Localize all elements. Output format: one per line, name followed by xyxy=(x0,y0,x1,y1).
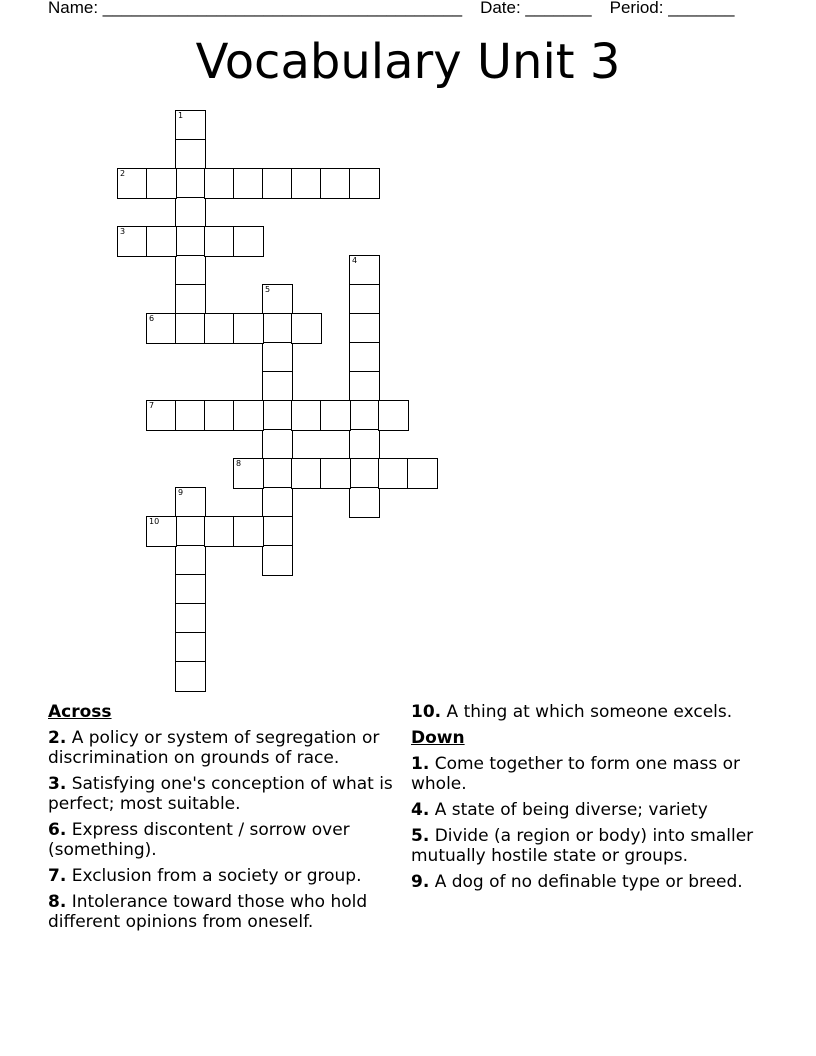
clue-text: Express discontent / sorrow over (something). xyxy=(48,820,350,860)
cell-clue-number: 7 xyxy=(149,401,155,410)
crossword-cell[interactable] xyxy=(175,574,206,605)
cell-clue-number: 2 xyxy=(120,169,126,178)
crossword-cell[interactable] xyxy=(262,313,293,344)
clue-number: 8. xyxy=(48,892,67,912)
cell-clue-number: 5 xyxy=(265,285,271,294)
crossword-cell[interactable] xyxy=(291,313,322,344)
date-field-label[interactable]: Date: _______ xyxy=(480,0,592,17)
crossword-cell[interactable] xyxy=(349,487,380,518)
crossword-cell[interactable] xyxy=(291,400,322,431)
crossword-cell[interactable] xyxy=(349,284,380,315)
crossword-cell[interactable] xyxy=(175,139,206,170)
crossword-cell[interactable] xyxy=(175,400,206,431)
clue-number: 10. xyxy=(411,702,442,722)
crossword-cell[interactable] xyxy=(233,516,264,547)
crossword-cell[interactable] xyxy=(378,400,409,431)
crossword-cell[interactable] xyxy=(233,313,264,344)
clue-number: 7. xyxy=(48,866,67,886)
crossword-cell[interactable] xyxy=(233,458,264,489)
clue-number: 6. xyxy=(48,820,67,840)
crossword-cell[interactable] xyxy=(204,226,235,257)
clue-number: 5. xyxy=(411,826,430,846)
crossword-cell[interactable] xyxy=(262,516,293,547)
crossword-cell[interactable] xyxy=(349,168,380,199)
crossword-cell[interactable] xyxy=(146,168,177,199)
crossword-cell[interactable] xyxy=(349,400,380,431)
crossword-cell[interactable] xyxy=(175,603,206,634)
crossword-cell[interactable] xyxy=(233,168,264,199)
down-clue-1 xyxy=(411,754,771,794)
crossword-cell[interactable] xyxy=(175,661,206,692)
clue-text: Intolerance toward those who hold different opinions from oneself. xyxy=(48,892,368,932)
crossword-cell[interactable] xyxy=(349,313,380,344)
crossword-cell[interactable] xyxy=(175,284,206,315)
across-clue-8 xyxy=(48,892,398,932)
crossword-cell[interactable] xyxy=(233,226,264,257)
crossword-cell[interactable] xyxy=(204,313,235,344)
down-clue-5 xyxy=(411,826,771,866)
crossword-cell[interactable] xyxy=(175,255,206,286)
crossword-cell[interactable] xyxy=(349,255,380,286)
cell-clue-number: 3 xyxy=(120,227,126,236)
cell-clue-number: 6 xyxy=(149,314,155,323)
crossword-cell[interactable] xyxy=(204,168,235,199)
clue-text: Come together to form one mass or whole. xyxy=(411,754,741,794)
crossword-cell[interactable] xyxy=(146,313,177,344)
across-clue-7 xyxy=(48,866,398,886)
cell-clue-number: 1 xyxy=(178,111,184,120)
clue-number: 4. xyxy=(411,800,430,820)
crossword-cell[interactable] xyxy=(175,487,206,518)
cell-clue-number: 8 xyxy=(236,459,242,468)
crossword-cell[interactable] xyxy=(262,545,293,576)
crossword-cell[interactable] xyxy=(349,429,380,460)
clue-number: 9. xyxy=(411,872,430,892)
crossword-cell[interactable] xyxy=(175,545,206,576)
clue-number: 2. xyxy=(48,728,67,748)
cell-clue-number: 4 xyxy=(352,256,358,265)
crossword-cell[interactable] xyxy=(262,371,293,402)
crossword-cell[interactable] xyxy=(117,168,148,199)
crossword-cell[interactable] xyxy=(349,342,380,373)
name-field-label[interactable]: Name: ______________________________________ xyxy=(48,0,463,17)
crossword-cell[interactable] xyxy=(378,458,409,489)
crossword-cell[interactable] xyxy=(146,226,177,257)
clue-text: A policy or system of segregation or discrimination on grounds of race. xyxy=(48,728,380,768)
crossword-cell[interactable] xyxy=(320,400,351,431)
crossword-cell[interactable] xyxy=(175,197,206,228)
page-title: Vocabulary Unit 3 xyxy=(195,34,621,90)
crossword-cell[interactable] xyxy=(320,458,351,489)
crossword-cell[interactable] xyxy=(175,313,206,344)
period-field-label[interactable]: Period: _______ xyxy=(609,0,735,17)
crossword-cell[interactable] xyxy=(262,429,293,460)
crossword-cell[interactable] xyxy=(175,632,206,663)
clues-column-right xyxy=(411,702,771,898)
crossword-cell[interactable] xyxy=(175,226,206,257)
down-clue-4 xyxy=(411,800,771,820)
crossword-cell[interactable] xyxy=(262,400,293,431)
clue-number: 3. xyxy=(48,774,67,794)
crossword-cell[interactable] xyxy=(291,458,322,489)
clue-text: Exclusion from a society or group. xyxy=(71,866,362,886)
across-clue-3 xyxy=(48,774,398,814)
clue-number: 1. xyxy=(411,754,430,774)
crossword-cell[interactable] xyxy=(233,400,264,431)
crossword-cell[interactable] xyxy=(262,487,293,518)
crossword-cell[interactable] xyxy=(291,168,322,199)
down-heading: Down xyxy=(411,728,465,748)
across-clue-10 xyxy=(411,702,771,722)
crossword-cell[interactable] xyxy=(407,458,438,489)
crossword-cell[interactable] xyxy=(175,168,206,199)
crossword-cell[interactable] xyxy=(146,516,177,547)
across-heading: Across xyxy=(48,702,112,722)
crossword-cell[interactable] xyxy=(320,168,351,199)
crossword-cell[interactable] xyxy=(204,516,235,547)
cell-clue-number: 9 xyxy=(178,488,184,497)
crossword-cell[interactable] xyxy=(117,226,148,257)
crossword-cell[interactable] xyxy=(262,168,293,199)
crossword-cell[interactable] xyxy=(204,400,235,431)
crossword-cell[interactable] xyxy=(175,516,206,547)
clue-text: A thing at which someone excels. xyxy=(446,702,733,722)
crossword-cell[interactable] xyxy=(262,458,293,489)
crossword-cell[interactable] xyxy=(146,400,177,431)
down-clue-9 xyxy=(411,872,771,892)
clue-text: A state of being diverse; variety xyxy=(434,800,708,820)
across-clue-6 xyxy=(48,820,398,860)
clue-text: A dog of no definable type or breed. xyxy=(434,872,743,892)
crossword-cell[interactable] xyxy=(349,458,380,489)
crossword-cell[interactable] xyxy=(349,371,380,402)
across-clue-2 xyxy=(48,728,398,768)
clue-text: Divide (a region or body) into smaller mutually hostile state or groups. xyxy=(411,826,754,866)
crossword-cell[interactable] xyxy=(262,342,293,373)
clues-column-left xyxy=(48,702,398,938)
cell-clue-number: 10 xyxy=(149,517,160,526)
crossword-cell[interactable] xyxy=(175,110,206,141)
crossword-cell[interactable] xyxy=(262,284,293,315)
clue-text: Satisfying one's conception of what is perfect; most suitable. xyxy=(48,774,393,814)
